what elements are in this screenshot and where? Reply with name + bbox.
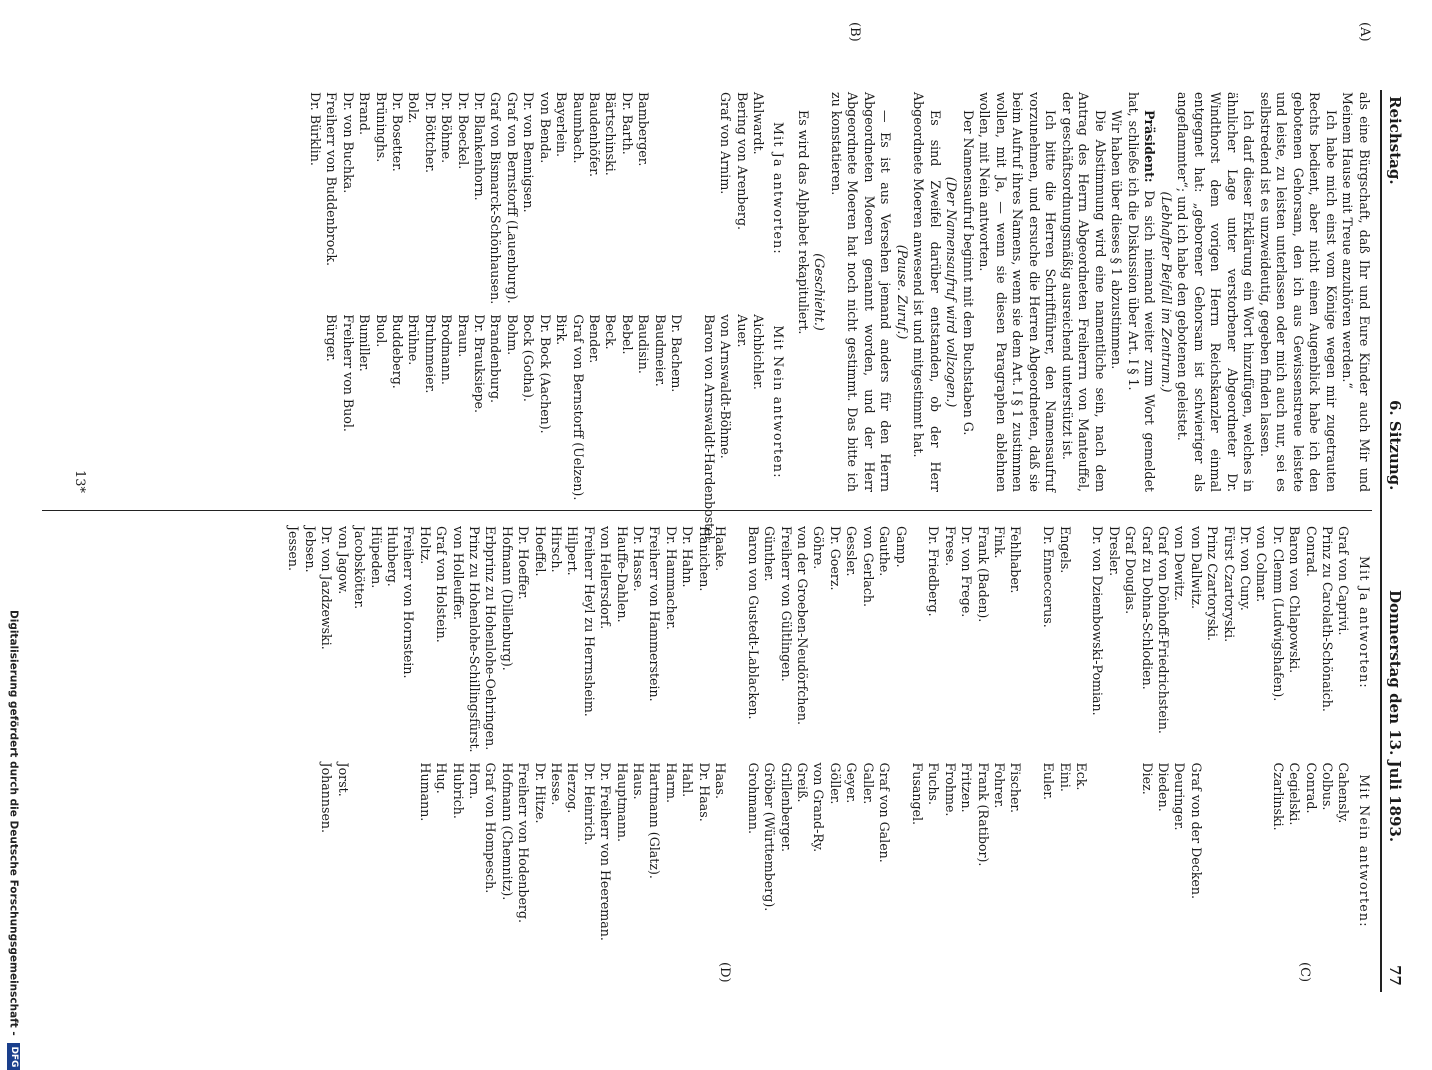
header-date: Donnerstag den 13. Juli 1893. bbox=[1386, 590, 1404, 843]
left-vote-headings bbox=[770, 92, 787, 492]
list-item: Frank (Ratibor). bbox=[975, 762, 991, 867]
list-item: Graf von Holstein. bbox=[434, 526, 450, 643]
list-item: Baumbach. bbox=[570, 92, 586, 164]
right-vote-headings bbox=[1356, 526, 1373, 946]
digitization-footer bbox=[7, 610, 20, 1070]
list-item bbox=[728, 526, 744, 753]
list-item: von Jagow. bbox=[335, 526, 351, 595]
list-item: von Arnswaldt-Böhme. bbox=[718, 314, 734, 459]
list-item: Dr. Böttcher. bbox=[422, 92, 438, 173]
list-item: Johannsen. bbox=[319, 762, 335, 834]
list-item: Freiherr von Gültlingen. bbox=[778, 526, 794, 682]
paragraph: Wir haben über dieses § 1 abzustimmen. bbox=[1109, 110, 1125, 370]
list-item: Dr. Goerz. bbox=[827, 526, 843, 591]
list-item: Cahensly. bbox=[1336, 762, 1352, 824]
right-nein-heading: Mit Nein antworten: bbox=[1357, 774, 1372, 928]
list-item bbox=[892, 763, 908, 946]
list-item: Conrad. bbox=[1303, 526, 1319, 577]
list-item: Baudmeier. bbox=[652, 314, 668, 387]
list-item: Hahl. bbox=[680, 762, 696, 798]
list-item: von Holleuffer. bbox=[450, 526, 466, 621]
list-item: Bürger. bbox=[324, 314, 340, 362]
list-item: Freiherr von Buol. bbox=[340, 314, 356, 432]
paragraph: Ich habe mich einst vom Könige wegen mir zugetrauten Rechts bedient, aber nicht einen Augenblick habe ich den gebotenen Gehorsam, den ich aus Gewissenstreue leistete und leiste, zu leisten unterlassen oder mich auch nur, sei es selbstredend ist es unzweideutig, gegeben finden lassen. bbox=[1258, 92, 1339, 492]
list-item: Buol. bbox=[373, 314, 389, 348]
list-item: Herzog. bbox=[565, 762, 581, 814]
list-item: Hartmann (Glatz). bbox=[647, 762, 663, 879]
header-page-number: 77 bbox=[1386, 965, 1404, 986]
right-ja-list bbox=[285, 526, 1351, 753]
list-item: Hofmann (Chemnitz). bbox=[499, 762, 515, 901]
list-item: Freiherr von Hornstein. bbox=[401, 526, 417, 679]
list-item: Dresler. bbox=[1106, 526, 1122, 577]
list-item: Dr. Böhme. bbox=[439, 92, 455, 164]
list-item: Czarlinski. bbox=[1270, 762, 1286, 831]
list-item bbox=[384, 763, 400, 946]
list-item: Baron von Chlapowski. bbox=[1287, 526, 1303, 674]
list-item: Göhre. bbox=[811, 526, 827, 570]
list-item: Erbprinz zu Hohenlohe-Oehringen. bbox=[483, 526, 499, 751]
list-item: Galler. bbox=[860, 762, 876, 805]
list-item: Hesse. bbox=[549, 762, 564, 806]
paragraph: Die Abstimmung wird eine namentliche sein, nach dem Antrag des Herrn Abgeordneten Freiherrn von Manteuffel, der geschäftsordnungsmäßig ausreichend unterstützt ist. bbox=[1060, 92, 1108, 492]
paragraph: (Pause. Zuruf.) bbox=[895, 244, 910, 340]
list-item: Jessen. bbox=[286, 526, 302, 571]
list-item: Buddeberg. bbox=[390, 314, 406, 389]
list-item: Baron von Gustedt-Lablacken. bbox=[745, 526, 761, 720]
list-item bbox=[351, 763, 367, 946]
paragraph: (Geschieht.) bbox=[812, 253, 828, 331]
list-item: Dr. Boeckel. bbox=[455, 92, 471, 170]
list-item: Brandenburg. bbox=[488, 314, 504, 404]
list-item bbox=[400, 763, 416, 946]
list-item: Auer. bbox=[734, 314, 750, 348]
list-item: Fohrer. bbox=[991, 762, 1007, 809]
left-ja-list bbox=[307, 92, 766, 304]
list-item: Eck. bbox=[1074, 762, 1089, 791]
list-item bbox=[728, 763, 744, 946]
list-item: Dr. Blankenhorn. bbox=[472, 92, 488, 201]
list-item bbox=[1023, 526, 1039, 753]
list-item: Prinz zu Carolath-Schönaich. bbox=[1320, 526, 1336, 712]
list-item: Graf von Bernstorff (Lauenburg). bbox=[504, 92, 520, 304]
list-item bbox=[651, 92, 667, 304]
list-item: Haus. bbox=[631, 762, 647, 800]
list-item: Prinz zu Hohenlohe-Schillingsfürst. bbox=[466, 526, 482, 753]
list-item: Dr. Hahn. bbox=[680, 526, 696, 588]
right-vote-lists bbox=[285, 526, 1351, 946]
list-item: Dr. Haas. bbox=[696, 762, 712, 822]
list-item: Hubrich. bbox=[450, 762, 466, 819]
list-item: Dr. von Buchka. bbox=[340, 92, 356, 194]
paragraph: Präsident: Da sich niemand weiter zum Wort gemeldet hat, schließe ich die Diskussion über Art. I § 1. bbox=[1126, 92, 1158, 492]
margin-letter-b: (B) bbox=[847, 22, 862, 42]
list-item: Horn. bbox=[466, 762, 482, 800]
list-item: Dr. von Bennigsen. bbox=[521, 92, 537, 213]
list-item: Hänichen. bbox=[696, 526, 712, 592]
list-item: Colbus. bbox=[1320, 762, 1336, 811]
footer-text: Digitalisierung gefördert durch die Deutsche Forschungsgemeinschaft - bbox=[7, 610, 20, 1036]
list-item: Haas. bbox=[713, 762, 729, 800]
list-item: Bebel. bbox=[619, 314, 635, 355]
list-item: Dr. Hasse. bbox=[631, 526, 647, 592]
list-item: Baron von Arnswaldt-Hardenbostel. bbox=[701, 314, 717, 544]
list-item: Brodmann. bbox=[439, 314, 455, 385]
list-item: Aichbichler. bbox=[751, 314, 766, 390]
list-item: Graf Douglas. bbox=[1123, 526, 1139, 615]
list-item: Jebsen. bbox=[302, 526, 318, 573]
list-item: Dr. Brauksiepe. bbox=[472, 314, 488, 413]
list-item: Humann. bbox=[417, 762, 433, 822]
paragraph: als eine Bürgschaft, daß Ihr und Eure Kinder auch Mir und Meinem Hause mit Treue anzuhören werden.“ bbox=[1340, 92, 1372, 492]
list-item: Freiherr Heyl zu Herrnsheim. bbox=[581, 526, 597, 717]
list-item bbox=[1105, 763, 1121, 946]
list-item: Brüninghs. bbox=[373, 92, 389, 163]
left-paragraphs bbox=[795, 92, 1373, 492]
list-item bbox=[367, 763, 383, 946]
list-item: Euler. bbox=[1041, 762, 1057, 800]
list-item: von Benda. bbox=[537, 92, 553, 164]
list-item: Fuchs. bbox=[926, 762, 942, 806]
margin-letter-d: (D) bbox=[717, 962, 732, 983]
list-item: Geyer. bbox=[844, 762, 860, 804]
right-column bbox=[285, 526, 1372, 946]
list-item: Graf zu Dohna-Schlodien. bbox=[1139, 526, 1155, 690]
list-item: Freiherr von Hodenberg. bbox=[516, 762, 532, 923]
list-item: Dr. Friedberg. bbox=[926, 526, 942, 617]
list-item: Baudenhöfer. bbox=[586, 92, 602, 177]
list-item bbox=[1073, 526, 1089, 753]
list-item: Hug. bbox=[434, 762, 450, 794]
list-item bbox=[1253, 763, 1269, 946]
list-item: Grillenberger. bbox=[778, 762, 794, 852]
list-item: von Dewitz. bbox=[1172, 526, 1188, 601]
header-rule bbox=[1380, 90, 1382, 992]
list-item bbox=[1220, 763, 1236, 946]
list-item: Huhberg. bbox=[384, 526, 400, 587]
list-item: Frank (Baden). bbox=[975, 526, 991, 623]
list-item: Gessler. bbox=[844, 526, 860, 577]
list-item: Freiherr von Hammerstein. bbox=[647, 526, 663, 702]
right-ja-heading: Mit Ja antworten: bbox=[1357, 556, 1372, 689]
list-item: Jorst. bbox=[335, 762, 351, 797]
list-item: Hüpeden. bbox=[368, 526, 384, 589]
list-item: Cegielski. bbox=[1287, 762, 1303, 826]
list-item: Dr. von Frege. bbox=[959, 526, 975, 618]
list-item: Graf von Hompesch. bbox=[483, 762, 499, 894]
list-item: Dr. Hammacher. bbox=[663, 526, 679, 630]
list-item: Eini. bbox=[1057, 762, 1073, 792]
list-item bbox=[700, 92, 716, 304]
list-item: Brühne. bbox=[406, 314, 422, 366]
dfg-logo-icon: DFG bbox=[7, 1043, 20, 1070]
list-item: Dr. Hitze. bbox=[532, 762, 548, 824]
list-item: Dr. von Jazdzewski. bbox=[319, 526, 335, 650]
list-item: Dr. von Dziembowski-Pomian. bbox=[1090, 526, 1106, 716]
list-item bbox=[1089, 763, 1105, 946]
left-vote-lists bbox=[307, 92, 766, 544]
list-item: Dr. Heinrich. bbox=[581, 762, 597, 846]
list-item bbox=[1122, 763, 1138, 946]
list-item: Harm. bbox=[663, 762, 679, 804]
list-item: Diez. bbox=[1139, 762, 1155, 795]
list-item: Gauthe. bbox=[877, 526, 893, 577]
list-item bbox=[909, 526, 925, 753]
list-item: Dr. Bock (Aachen). bbox=[537, 314, 553, 434]
paragraph: Ich bitte die Herren Schriftführer, den Namensaufruf vorzunehmen, und ersuche die Herren Abgeordneten, daß sie beim Aufruf ihres Namens, wenn sie dem Art. I § 1 zustimmen wollen, mit Ja, — wenn sie diesen Paragraphen ablehnen wollen, mit Nein antworten. bbox=[977, 92, 1059, 492]
paragraph: Ich darf dieser Erklärung ein Wort hinzufügen, welches in ähnlicher Lage unter verstorbener Abgeordneter Dr. Windthorst dem vorigen Herrn Reichskanzler einmal entgegnet hat: „geborener Gehorsam ist schwieriger als angeflammter“; und ich habe den gebotenen geleistet. bbox=[1175, 92, 1257, 492]
paragraph: — Es ist aus Versehen jemand anders für den Herrn Abgeordneten Moeren genannt worden, und der Herr Abgeordnete Moeren hat noch nicht gestimmt. Das bitte ich zu konstatieren. bbox=[829, 92, 894, 492]
list-item: Bering von Arenberg. bbox=[734, 92, 750, 231]
list-item: von Hellersdorf. bbox=[598, 526, 614, 630]
list-item: Bock (Gotha). bbox=[521, 314, 537, 402]
paragraph: Es wird das Alphabet rekapituliert. bbox=[796, 110, 811, 335]
header-session: 6. Sitzung. bbox=[1386, 400, 1404, 491]
list-item: Bender. bbox=[586, 314, 602, 364]
list-item: Bamberger. bbox=[636, 92, 652, 167]
list-item: Gröber (Württemberg). bbox=[762, 762, 778, 912]
list-item: Dr. Clemm (Ludwigshafen). bbox=[1270, 526, 1286, 702]
list-item: Dr. Bachem. bbox=[668, 314, 684, 393]
list-item: Dr. von Cuny. bbox=[1238, 526, 1254, 611]
left-nein-list bbox=[307, 314, 766, 543]
paragraph: Der Namensaufruf beginnt mit dem Buchstaben G. bbox=[961, 110, 976, 436]
list-item: Baudisin. bbox=[636, 314, 652, 374]
right-nein-list bbox=[285, 763, 1351, 946]
list-item: von Dallwitz. bbox=[1188, 526, 1204, 609]
list-item: Ahlwardt. bbox=[751, 92, 766, 155]
list-item: Göller. bbox=[827, 762, 843, 805]
list-item: Graf von Bismarck-Schönhausen. bbox=[488, 92, 504, 305]
paragraph: (Lebhafter Beifall im Zentrum.) bbox=[1159, 191, 1174, 393]
list-item: Grohmann. bbox=[745, 762, 761, 834]
list-item: Fusangel. bbox=[909, 762, 925, 826]
list-item: Prinz Czartoryski. bbox=[1205, 526, 1221, 641]
list-item: Graf von Caprivi. bbox=[1336, 526, 1352, 636]
list-item: Engels. bbox=[1057, 526, 1073, 574]
list-item: Hauffe-Dahlen. bbox=[614, 526, 630, 623]
list-item: Bolz. bbox=[406, 92, 422, 124]
list-item: Braun. bbox=[455, 314, 471, 358]
list-item: Hirsch. bbox=[549, 526, 564, 573]
list-item: Greiß. bbox=[795, 762, 811, 803]
list-item: von Gerlach. bbox=[860, 526, 876, 608]
list-item: Graf von der Decken. bbox=[1188, 762, 1204, 899]
left-ja-heading: Mit Ja antworten: bbox=[771, 122, 787, 255]
list-item: Beck. bbox=[603, 314, 619, 350]
list-item: Frese. bbox=[942, 526, 958, 567]
list-item bbox=[684, 92, 700, 304]
list-item: Bärtschinski. bbox=[603, 92, 619, 176]
list-item: Conrad. bbox=[1303, 762, 1319, 814]
list-item: Günther. bbox=[762, 526, 778, 582]
list-item: Dr. Hoeffer. bbox=[516, 526, 532, 600]
list-item: Freiherr von Buddenbrock. bbox=[324, 92, 340, 267]
list-item bbox=[1204, 763, 1220, 946]
margin-letter-c: (C) bbox=[1297, 962, 1312, 983]
list-item: Brand. bbox=[357, 92, 373, 135]
list-item: Dr. Barth. bbox=[619, 92, 635, 155]
list-item: Dr. Bosetter. bbox=[390, 92, 406, 172]
list-item: Bohm. bbox=[504, 314, 520, 356]
list-item: Fritzen. bbox=[959, 762, 975, 813]
list-item: Fehlhaber. bbox=[1008, 526, 1024, 594]
margin-letter-a: (A) bbox=[1357, 22, 1372, 42]
list-item: Graf von Bernstorff (Uelzen). bbox=[570, 314, 586, 501]
list-item: Hauptmann. bbox=[614, 762, 630, 842]
list-item: Dr. Freiherr von Heereman. bbox=[598, 762, 614, 941]
paragraph: Es sind Zweifel darüber entstanden, ob der Herr Abgeordnete Moeren anwesend ist und mitgestimmt hat. bbox=[911, 92, 943, 492]
list-item: Dr. Enneccerus. bbox=[1041, 526, 1057, 628]
list-item: von Grand-Ry. bbox=[811, 762, 827, 853]
list-item: Fürst Czartoryski. bbox=[1221, 526, 1237, 643]
list-item bbox=[684, 314, 700, 543]
list-item: Haake. bbox=[713, 526, 729, 572]
list-item: Gamp. bbox=[893, 526, 909, 568]
list-item bbox=[1023, 763, 1039, 946]
list-item: von Colmar. bbox=[1254, 526, 1270, 603]
list-item bbox=[668, 92, 684, 304]
list-item: Graf von Galen. bbox=[877, 762, 893, 863]
list-item: Bayerlein. bbox=[554, 92, 570, 157]
header-left-title: Reichstag. bbox=[1386, 96, 1404, 185]
list-item: Dieden. bbox=[1156, 762, 1172, 812]
list-item: Graf von Dönhoff-Friedrichstein. bbox=[1156, 526, 1172, 734]
list-item: Dr. Bürklin. bbox=[308, 92, 324, 166]
list-item: Graf von Arnim. bbox=[718, 92, 734, 195]
list-item: Birk. bbox=[554, 314, 570, 346]
list-item: von der Groeben-Neudörfchen. bbox=[795, 526, 811, 725]
list-item: Fischer. bbox=[1008, 762, 1024, 814]
list-item: Fink. bbox=[991, 526, 1007, 559]
paragraph: (Der Namensaufruf wird vollzogen.) bbox=[944, 176, 960, 408]
list-item: Frohme. bbox=[942, 762, 958, 817]
list-item: Hofmann (Dillenburg). bbox=[499, 526, 515, 671]
list-item: Jacobskötter. bbox=[352, 526, 368, 610]
list-item: Holtz. bbox=[417, 526, 433, 565]
list-item: Bruhnmeier. bbox=[422, 314, 438, 394]
list-item: Hilpert. bbox=[565, 526, 581, 576]
left-nein-heading: Mit Nein antworten: bbox=[771, 325, 787, 479]
list-item bbox=[1237, 763, 1253, 946]
page-number: 13* bbox=[72, 470, 87, 494]
list-item: Hoeffel. bbox=[532, 526, 548, 577]
list-item: Deuringer. bbox=[1172, 762, 1188, 831]
list-item: Bumiller. bbox=[357, 314, 373, 372]
